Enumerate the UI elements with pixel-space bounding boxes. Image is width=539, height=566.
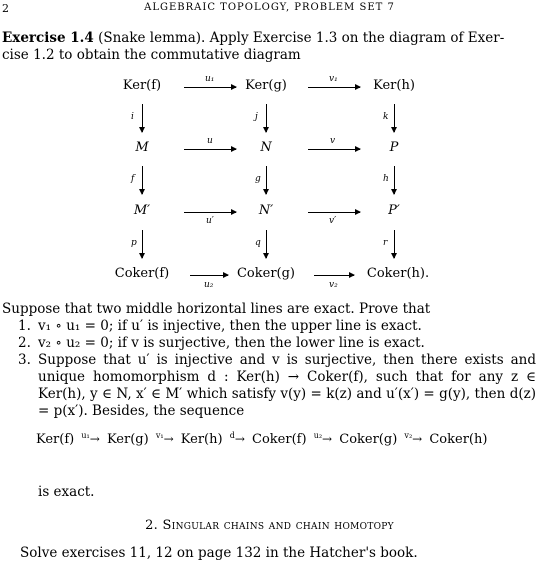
arrow-j xyxy=(266,104,267,132)
exercise-intro-line2: cise 1.2 to obtain the commutative diagram xyxy=(2,47,301,63)
seq-map-arrow: $^{v_2}$→ xyxy=(404,431,423,446)
arrow-f xyxy=(142,166,143,194)
arrow-v-prime xyxy=(308,212,360,213)
label-g: g xyxy=(255,174,261,184)
label-h: h xyxy=(383,174,389,184)
seq-map-label: v₂ xyxy=(404,431,413,440)
exercise-intro xyxy=(2,30,532,64)
running-title: ALGEBRAIC TOPOLOGY, PROBLEM SET 7 xyxy=(144,2,395,13)
arrow-u2 xyxy=(190,275,228,276)
diagram-node-p-prime: P′ xyxy=(388,203,400,218)
seq-map-arrow: $^{u_2}$→ xyxy=(313,431,333,446)
label-v: v xyxy=(330,136,336,146)
label-v1: v₁ xyxy=(329,74,338,84)
label-f: f xyxy=(131,174,135,184)
list-item-number: 1. xyxy=(18,318,31,334)
list-item-text: Suppose that u′ is injective and v is surjective, then there exists and unique homomorphism d : Ker(h) → Coker(f), such that for any z ∈ Ker(h), y ∈ N, x′ ∈ M′ which satisfy v(y) = k(z) and u′(x′) = g(y), then d(z) = p(x′). Besides, the sequence xyxy=(38,352,536,419)
label-u: u xyxy=(207,136,213,146)
seq-map-label: u₁ xyxy=(81,431,90,440)
arrow-g xyxy=(266,166,267,194)
list-item-text: v₂ ∘ u₂ = 0; if v is surjective, then the lower line is exact. xyxy=(38,335,425,351)
exact-sequence xyxy=(36,431,487,447)
diagram-node-m-prime: M′ xyxy=(133,203,151,218)
commutative-diagram xyxy=(100,70,440,295)
list-item-number: 2. xyxy=(18,335,31,351)
diagram-node-m: M xyxy=(135,140,149,155)
is-exact-text: is exact. xyxy=(38,484,95,500)
suppose-text: Suppose that two middle horizontal lines are exact. Prove that xyxy=(2,301,431,317)
final-instruction: Solve exercises 11, 12 on page 132 in the Hatcher's book. xyxy=(20,545,418,561)
seq-map-arrow: $^{u_1}$→ xyxy=(81,431,100,446)
diagram-node-p: P xyxy=(389,140,399,155)
label-u1: u₁ xyxy=(205,74,215,84)
arrow-v xyxy=(308,149,360,150)
section-heading xyxy=(0,518,539,533)
arrow-u-prime xyxy=(184,212,236,213)
diagram-node-coker-g: Coker(g) xyxy=(236,266,296,281)
exercise-title: (Snake lemma). xyxy=(98,30,206,46)
seq-map-arrow: $^{v_1}$→ xyxy=(155,431,174,446)
label-q: q xyxy=(255,238,261,248)
list-item xyxy=(18,335,536,352)
label-v-prime: v′ xyxy=(329,216,337,226)
section-title: Singular chains and chain homotopy xyxy=(162,518,394,533)
list-item xyxy=(18,318,536,335)
diagram-node-coker-h: Coker(h). xyxy=(366,266,430,281)
label-k: k xyxy=(383,112,389,122)
arrow-p xyxy=(142,230,143,258)
page-number: 2 xyxy=(2,2,9,15)
label-i: i xyxy=(131,112,134,122)
seq-map-arrow: $^d$→ xyxy=(229,431,245,446)
list-item-text: v₁ ∘ u₁ = 0; if u′ is injective, then the upper line is exact. xyxy=(38,318,422,334)
arrow-q xyxy=(266,230,267,258)
diagram-node-ker-h: Ker(h) xyxy=(373,78,415,93)
label-r: r xyxy=(383,238,388,248)
seq-term: Ker(g) xyxy=(106,432,149,447)
seq-term: Coker(g) xyxy=(339,432,398,447)
seq-term: Ker(h) xyxy=(180,432,223,447)
diagram-node-ker-g: Ker(g) xyxy=(245,78,287,93)
diagram-node-n: N xyxy=(260,140,272,155)
label-p: p xyxy=(131,238,137,248)
arrow-v1 xyxy=(308,87,360,88)
seq-term: Ker(f) xyxy=(36,432,75,447)
arrow-r xyxy=(394,230,395,258)
arrow-u xyxy=(184,149,236,150)
label-v2: v₂ xyxy=(329,280,338,290)
label-u-prime: u′ xyxy=(206,216,214,226)
exercise-intro-line1: Apply Exercise 1.3 on the diagram of Exer- xyxy=(209,30,505,46)
seq-map-label: u₂ xyxy=(313,431,323,440)
seq-map-label: d xyxy=(229,431,235,440)
diagram-node-ker-f: Ker(f) xyxy=(122,78,162,93)
label-j: j xyxy=(255,112,258,122)
arrow-h xyxy=(394,166,395,194)
list-item-number: 3. xyxy=(18,352,31,368)
diagram-node-n-prime: N′ xyxy=(258,203,274,218)
arrow-v2 xyxy=(314,275,354,276)
arrow-k xyxy=(394,104,395,132)
arrow-u1 xyxy=(184,87,236,88)
label-u2: u₂ xyxy=(204,280,214,290)
list-item xyxy=(18,352,536,420)
claim-list xyxy=(18,318,536,420)
exercise-label: Exercise 1.4 xyxy=(2,30,94,46)
seq-map-label: v₁ xyxy=(155,431,164,440)
diagram-node-coker-f: Coker(f) xyxy=(114,266,170,281)
seq-term: Coker(f) xyxy=(252,432,307,447)
section-number: 2. xyxy=(145,518,159,533)
seq-term: Coker(h) xyxy=(429,432,488,447)
arrow-i xyxy=(142,104,143,132)
